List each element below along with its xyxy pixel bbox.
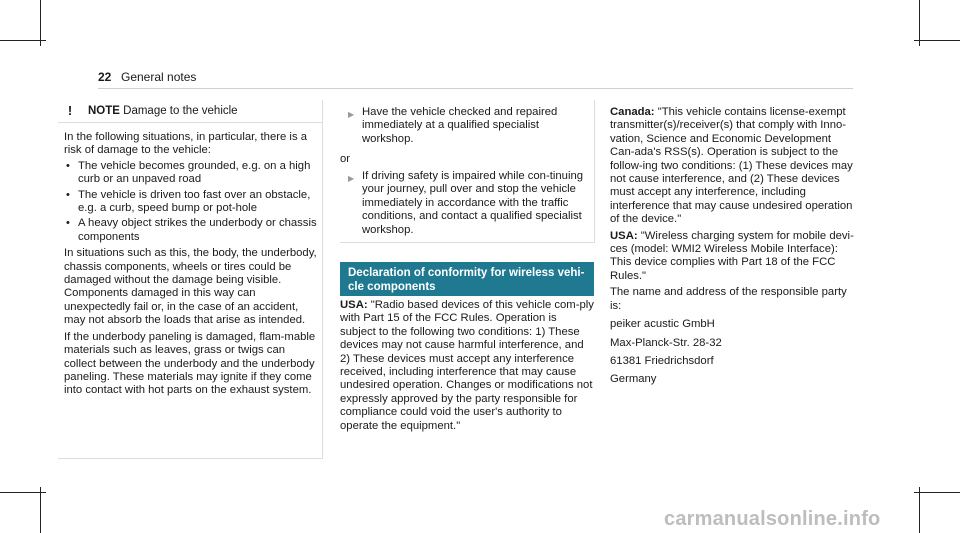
note-paragraph: In situations such as this, the body, the underbody, chassis components, wheels or tires could be damaged without the damage being visible. Components damaged in this way can unexpectedly fail or, in the case of an accident, may not absorb the loads that arise as intended. [64,247,317,327]
party-intro: The name and address of the responsible party is: [610,286,847,312]
list-item: • The vehicle is driven too fast over an obstacle, e.g. a curb, speed bump or pot-hole [64,189,318,216]
list-item: • A heavy object strikes the underbody or chassis components [64,217,318,244]
note-intro: In the following situations, in particular, there is a risk of damage to the vehicle: [64,131,308,157]
usa-paragraph: USA: "Radio based devices of this vehicle com-ply with Part 15 of the FCC Rules. Operation is subject to the following two conditions: 1) These devices may not cause harmful interference, and 2) These devices must accept any interference received, including interference that may cause undesired operation. Changes or modifications not expressly approved by the party responsible for compliance could void the user's authority to operate the equipment." [340,299,594,432]
address-line: peiker acustic GmbH [610,318,715,331]
crop-mark [40,487,41,533]
note-title: NOTE Damage to the vehicle [88,105,238,117]
address-line: Germany [610,373,657,386]
section-title: General notes [121,70,197,84]
or-label: or [340,153,351,165]
note-body [64,131,318,400]
canada-section [610,106,855,389]
usa-wireless-paragraph: USA: "Wireless charging system for mobile devi-ces (model: WMI2 Wireless Mobile Interface): This device complies with Part 18 of the FCC Rules." [610,229,854,282]
note-paragraph: If the underbody paneling is damaged, flam-mable materials such as leaves, grass or twigs can collect between the underbody and the underbody paneling. These materials may ignite if they come into contact with hot parts on the exhaust system. [64,330,316,397]
step-item: Have the vehicle checked and repaired immediately at a qualified specialist workshop. [362,106,558,145]
section-heading: Declaration of conformity for wireless vehi-cle components [340,262,594,296]
page-number: 22 [98,70,112,84]
list-item: • The vehicle becomes grounded, e.g. on a high curb or an unpaved road [64,160,318,187]
crop-mark [914,40,960,41]
crop-mark [919,487,920,533]
address-line: Max-Planck-Str. 28-32 [610,336,722,349]
exclamation-icon: ! [67,103,73,118]
crop-mark [0,40,46,41]
step-item: If driving safety is impaired while con-tinuing your journey, pull over and stop the vehicle immediately in accordance with the traffic conditions, and contact a qualified specialist workshop. [362,170,584,236]
crop-mark [914,492,960,493]
step-arrow-icon: ▶ [348,174,355,183]
watermark: carmanualsonline.info [664,508,881,530]
header-divider [98,88,853,89]
canada-paragraph: Canada: "This vehicle contains license-exempt transmitter(s)/receiver(s) that comply with Inno-vation, Science and Economic Development Can-ada's RSS(s). Operation is subject to the follow-ing two conditions: (1) These devices may not cause interference, and (2) These devices must accept any interference, including interference that may cause undesired operation of the device." [610,106,853,226]
crop-mark [0,492,46,493]
address-line: 61381 Friedrichsdorf [610,354,714,367]
step-arrow-icon: ▶ [348,110,355,119]
